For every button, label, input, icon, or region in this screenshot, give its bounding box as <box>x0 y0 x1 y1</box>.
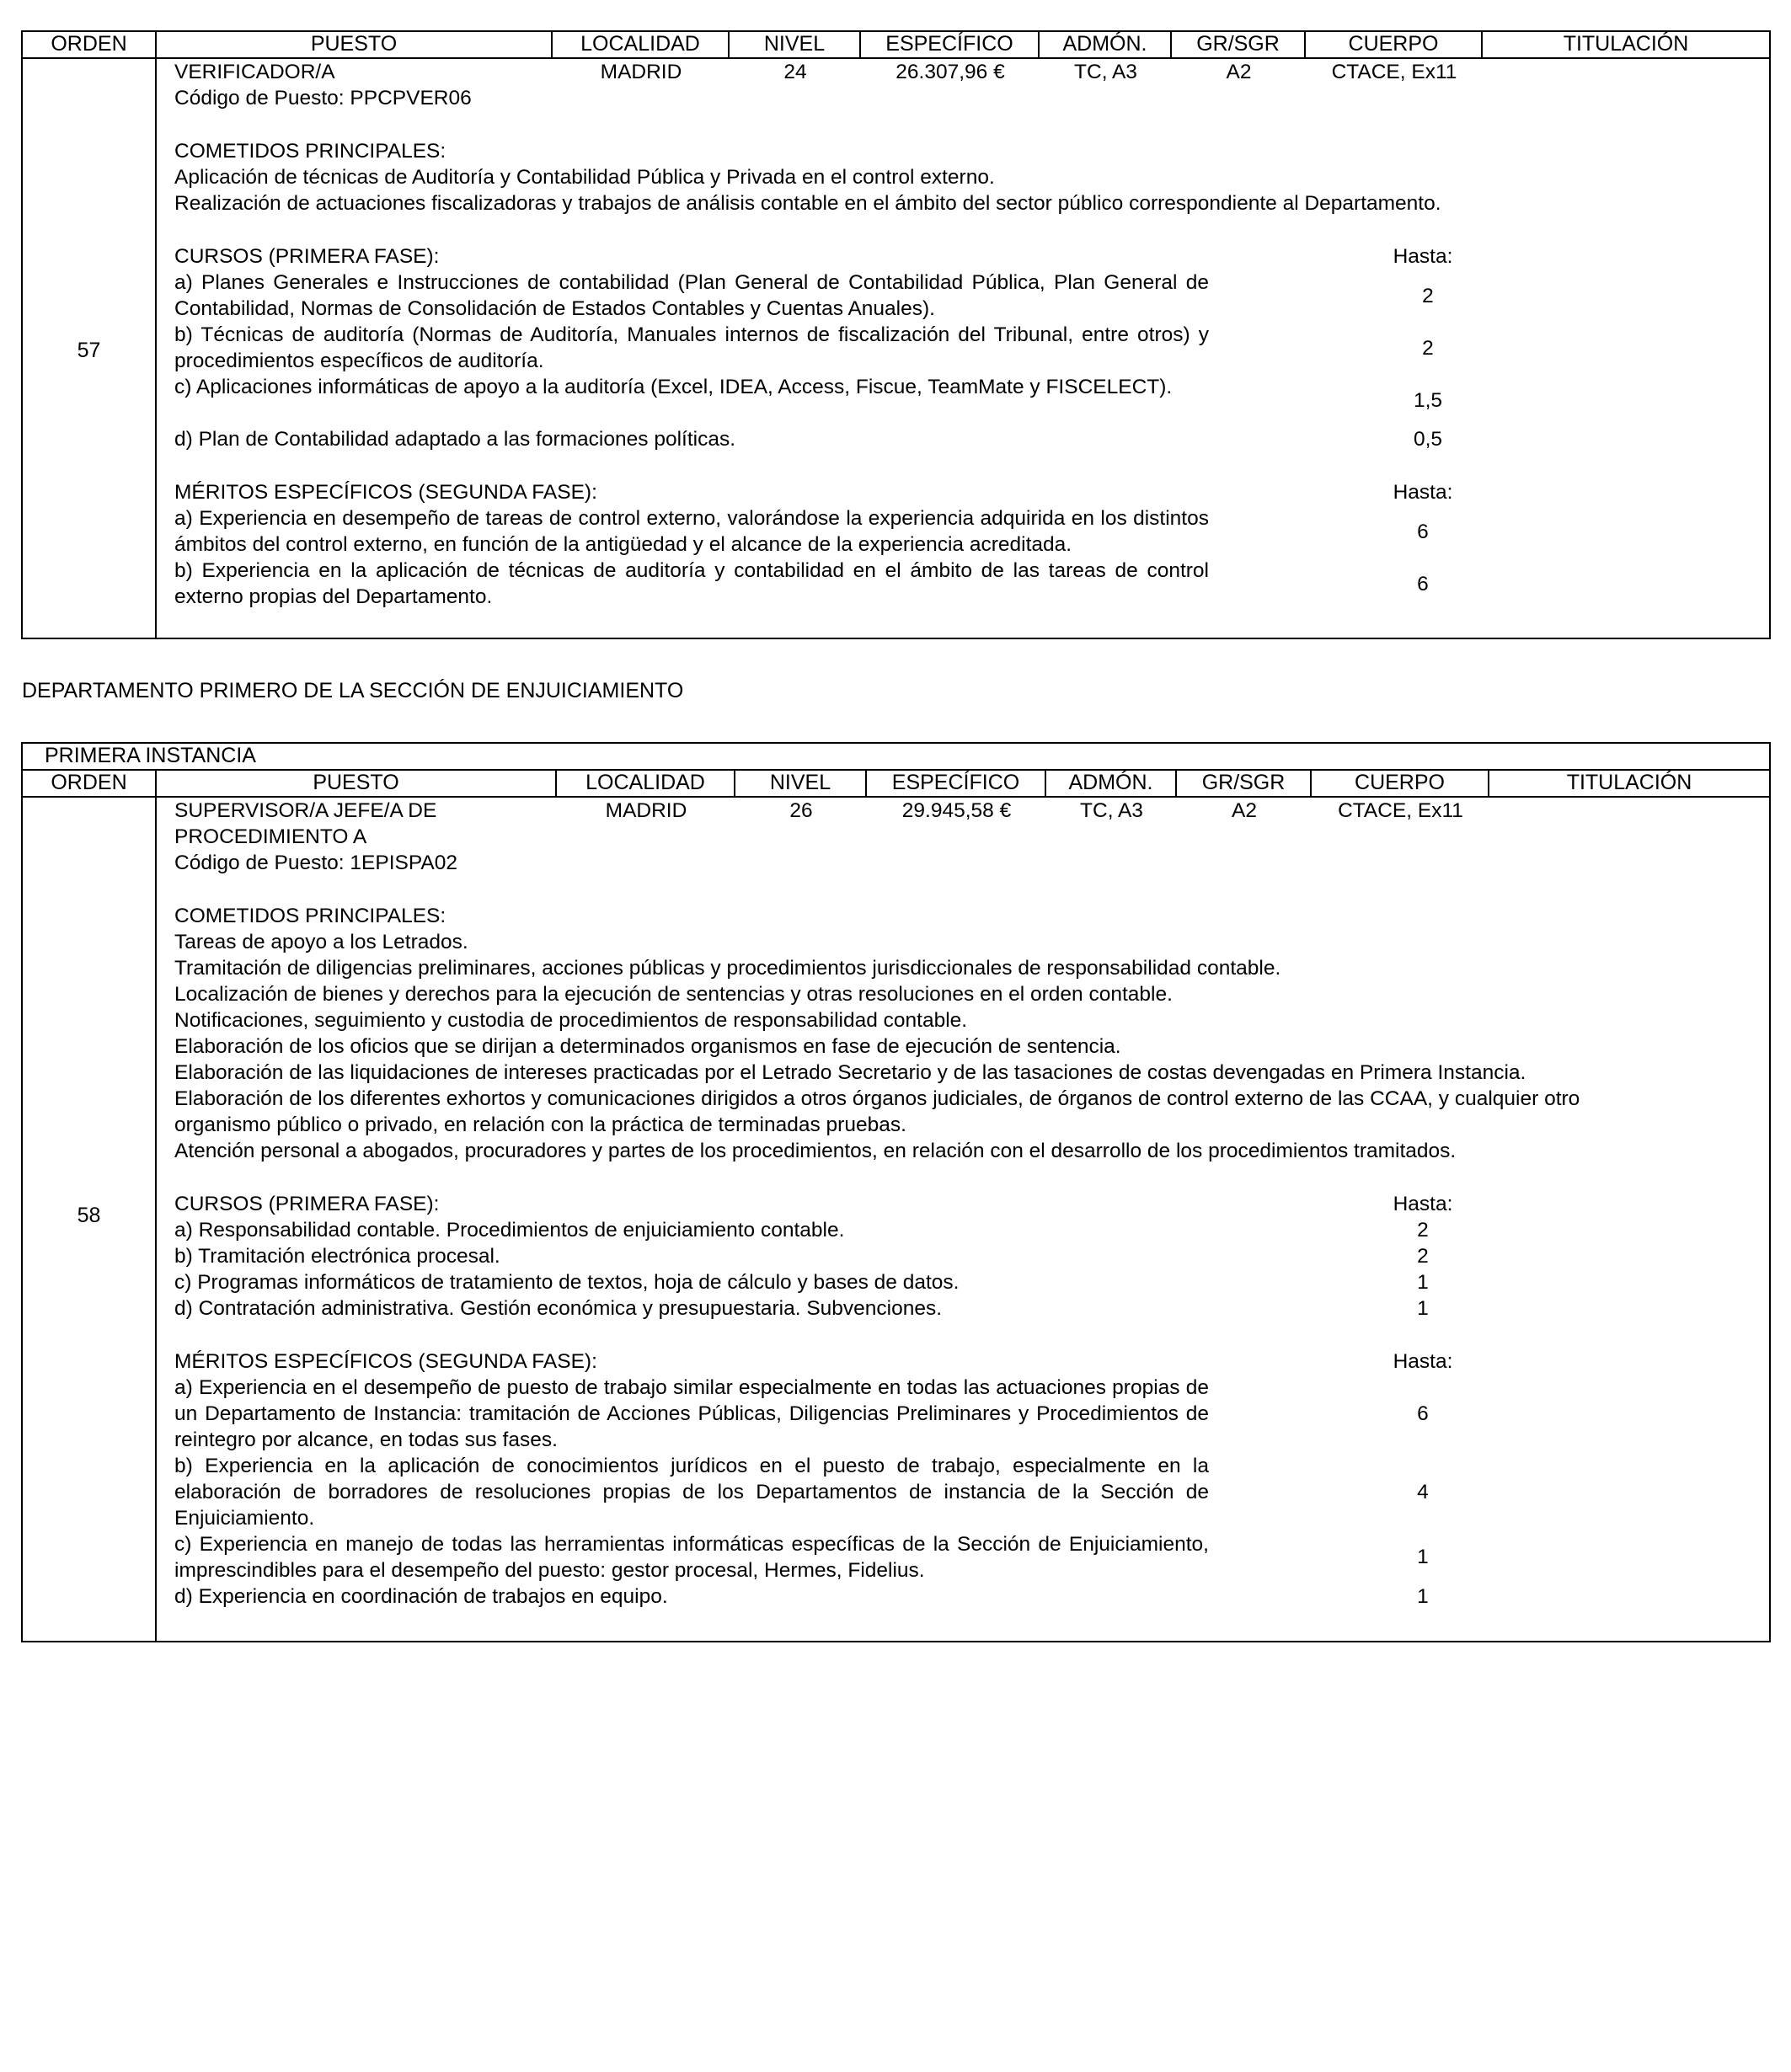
header-puesto: PUESTO <box>157 771 557 796</box>
cometido-item: organismo público o privado, en relación con la práctica de terminadas pruebas. <box>174 1113 906 1136</box>
grsgr-value: A2 <box>1226 61 1252 83</box>
cometido-item: Localización de bienes y derechos para la ejecución de sentencias y otras resoluciones en el orden contable. <box>174 983 1173 1006</box>
curso-item: a) Responsabilidad contable. Procedimientos de enjuiciamiento contable. <box>174 1219 845 1242</box>
header-nivel: NIVEL <box>730 32 861 57</box>
merito-score: 6 <box>1417 573 1429 595</box>
cuerpo-value: CTACE, Ex11 <box>1338 799 1463 822</box>
curso-item: a) Planes Generales e Instrucciones de contabilidad (Plan General de Contabilidad Pública, Plan General de Contabilidad, Normas de Consolidación de Estados Contables y Cuentas Anuales). <box>174 271 1209 320</box>
cometido-item: Tramitación de diligencias preliminares, acciones públicas y procedimientos jurisdiccionales de responsabilidad contable. <box>174 957 1281 980</box>
merito-score: 1 <box>1417 1546 1429 1568</box>
curso-score: 1,5 <box>1413 389 1443 412</box>
codigo-puesto: Código de Puesto: PPCPVER06 <box>174 87 472 109</box>
meritos-heading: MÉRITOS ESPECÍFICOS (SEGUNDA FASE): <box>174 481 597 504</box>
hasta-label: Hasta: <box>1393 245 1453 268</box>
header-especifico: ESPECÍFICO <box>861 32 1040 57</box>
merito-score: 6 <box>1417 1402 1429 1425</box>
merito-score: 4 <box>1417 1481 1429 1503</box>
curso-item: c) Programas informáticos de tratamiento de textos, hoja de cálculo y bases de datos. <box>174 1271 960 1294</box>
nivel-value: 24 <box>783 61 807 83</box>
curso-score: 2 <box>1417 1219 1429 1242</box>
cursos-heading: CURSOS (PRIMERA FASE): <box>174 245 440 268</box>
curso-item: b) Técnicas de auditoría (Normas de Auditoría, Manuales internos de fiscalización del Tribunal, entre otros) y procedimientos específicos de auditoría. <box>174 323 1209 372</box>
curso-item: d) Contratación administrativa. Gestión económica y presupuestaria. Subvenciones. <box>174 1297 943 1320</box>
header-orden: ORDEN <box>23 771 157 796</box>
merito-item: b) Experiencia en la aplicación de conocimientos jurídicos en el puesto de trabajo, especialmente en la elaboración de borradores de resoluciones propias de los Departamentos de instancia de la Sección de Enjuiciamiento. <box>174 1455 1209 1530</box>
column-header-row <box>23 771 1769 798</box>
orden-number: 57 <box>77 339 101 362</box>
cursos-heading: CURSOS (PRIMERA FASE): <box>174 1193 440 1215</box>
header-grsgr: GR/SGR <box>1172 32 1306 57</box>
header-admon: ADMÓN. <box>1046 771 1177 796</box>
merito-item: a) Experiencia en desempeño de tareas de control externo, valorándose la experiencia adquirida en los distintos ámbitos del control externo, en función de la antigüedad y el alcance de la experiencia acreditada. <box>174 507 1209 556</box>
cometidos-heading: COMETIDOS PRINCIPALES: <box>174 905 446 927</box>
merito-item: a) Experiencia en el desempeño de puesto de trabajo similar especialmente en todas las actuaciones propias de un Departamento de Instancia: tramitación de Acciones Públicas, Diligencias Preliminares y Procedimientos de reintegro por alcance, en todas sus fases. <box>174 1376 1209 1451</box>
subheader-label: PRIMERA INSTANCIA <box>45 744 256 767</box>
curso-item: d) Plan de Contabilidad adaptado a las formaciones políticas. <box>174 428 735 451</box>
puesto-title: SUPERVISOR/A JEFE/A DE <box>174 799 437 822</box>
curso-score: 1 <box>1417 1297 1429 1320</box>
curso-score: 2 <box>1417 1245 1429 1268</box>
merito-score: 1 <box>1417 1585 1429 1608</box>
curso-score: 0,5 <box>1413 428 1443 451</box>
hasta-label: Hasta: <box>1393 481 1453 504</box>
post-58-table <box>21 742 1771 1642</box>
orden-column-divider <box>155 59 157 638</box>
header-titulacion: TITULACIÓN <box>1566 771 1692 794</box>
header-nivel: NIVEL <box>735 771 867 796</box>
meritos-heading: MÉRITOS ESPECÍFICOS (SEGUNDA FASE): <box>174 1350 597 1373</box>
cometido-item: Elaboración de los oficios que se dirijan a determinados organismos en fase de ejecución de sentencia. <box>174 1035 1121 1058</box>
header-cuerpo: CUERPO <box>1312 771 1489 796</box>
cometidos-heading: COMETIDOS PRINCIPALES: <box>174 140 446 163</box>
grsgr-value: A2 <box>1232 799 1257 822</box>
cuerpo-value: CTACE, Ex11 <box>1331 61 1457 83</box>
localidad-value: MADRID <box>600 61 682 83</box>
cometido-item: Tareas de apoyo a los Letrados. <box>174 931 468 953</box>
cometido-item: Aplicación de técnicas de Auditoría y Contabilidad Pública y Privada en el control externo. <box>174 166 995 189</box>
hasta-label: Hasta: <box>1393 1193 1453 1215</box>
header-cuerpo: CUERPO <box>1306 32 1483 57</box>
header-puesto: PUESTO <box>157 32 553 57</box>
puesto-title: VERIFICADOR/A <box>174 61 335 83</box>
admon-value: TC, A3 <box>1080 799 1143 822</box>
curso-score: 1 <box>1417 1271 1429 1294</box>
post-57-table <box>21 30 1771 639</box>
cometido-item: Realización de actuaciones fiscalizadoras y trabajos de análisis contable en el ámbito del sector público correspondiente al Departamento. <box>174 192 1441 215</box>
curso-score: 2 <box>1422 337 1434 360</box>
localidad-value: MADRID <box>605 799 687 822</box>
header-titulacion: TITULACIÓN <box>1563 32 1689 56</box>
especifico-value: 26.307,96 € <box>896 61 1005 83</box>
especifico-value: 29.945,58 € <box>901 799 1012 822</box>
cometido-item: Elaboración de las liquidaciones de intereses practicadas por el Letrado Secretario y de las tasaciones de costas devengadas en Primera Instancia. <box>174 1061 1526 1084</box>
header-localidad: LOCALIDAD <box>553 32 730 57</box>
cometido-item: Elaboración de los diferentes exhortos y comunicaciones dirigidos a otros órganos judiciales, de órganos de control externo de las CCAA, y cualquier otro <box>174 1087 1580 1110</box>
nivel-value: 26 <box>789 799 813 822</box>
merito-item: d) Experiencia en coordinación de trabajos en equipo. <box>174 1585 668 1608</box>
puesto-title-line2: PROCEDIMIENTO A <box>174 825 367 848</box>
header-especifico: ESPECÍFICO <box>867 771 1046 796</box>
merito-item: c) Experiencia en manejo de todas las herramientas informáticas específicas de la Sección de Enjuiciamiento, imprescindibles para el desempeño del puesto: gestor procesal, Hermes, Fidelius. <box>174 1533 1209 1582</box>
orden-number: 58 <box>77 1204 101 1227</box>
section-subheader <box>23 744 1769 771</box>
header-localidad: LOCALIDAD <box>557 771 735 796</box>
cometido-item: Atención personal a abogados, procuradores y partes de los procedimientos, en relación con el desarrollo de los procedimientos tramitados. <box>174 1140 1457 1162</box>
column-header-row <box>23 32 1769 59</box>
hasta-label: Hasta: <box>1393 1350 1453 1373</box>
header-grsgr: GR/SGR <box>1177 771 1312 796</box>
merito-score: 6 <box>1417 521 1429 543</box>
curso-score: 2 <box>1422 285 1434 307</box>
orden-column-divider <box>155 798 157 1641</box>
header-orden: ORDEN <box>23 32 157 57</box>
admon-value: TC, A3 <box>1074 61 1137 83</box>
header-admon: ADMÓN. <box>1040 32 1172 57</box>
department-heading: DEPARTAMENTO PRIMERO DE LA SECCIÓN DE ENJUICIAMIENTO <box>22 679 684 702</box>
curso-item: b) Tramitación electrónica procesal. <box>174 1245 500 1268</box>
curso-item: c) Aplicaciones informáticas de apoyo a la auditoría (Excel, IDEA, Access, Fiscue, TeamMate y FISCELECT). <box>174 376 1173 398</box>
cometido-item: Notificaciones, seguimiento y custodia de procedimientos de responsabilidad contable. <box>174 1009 968 1032</box>
merito-item: b) Experiencia en la aplicación de técnicas de auditoría y contabilidad en el ámbito de las tareas de control externo propias del Departamento. <box>174 559 1209 608</box>
codigo-puesto: Código de Puesto: 1EPISPA02 <box>174 852 457 874</box>
